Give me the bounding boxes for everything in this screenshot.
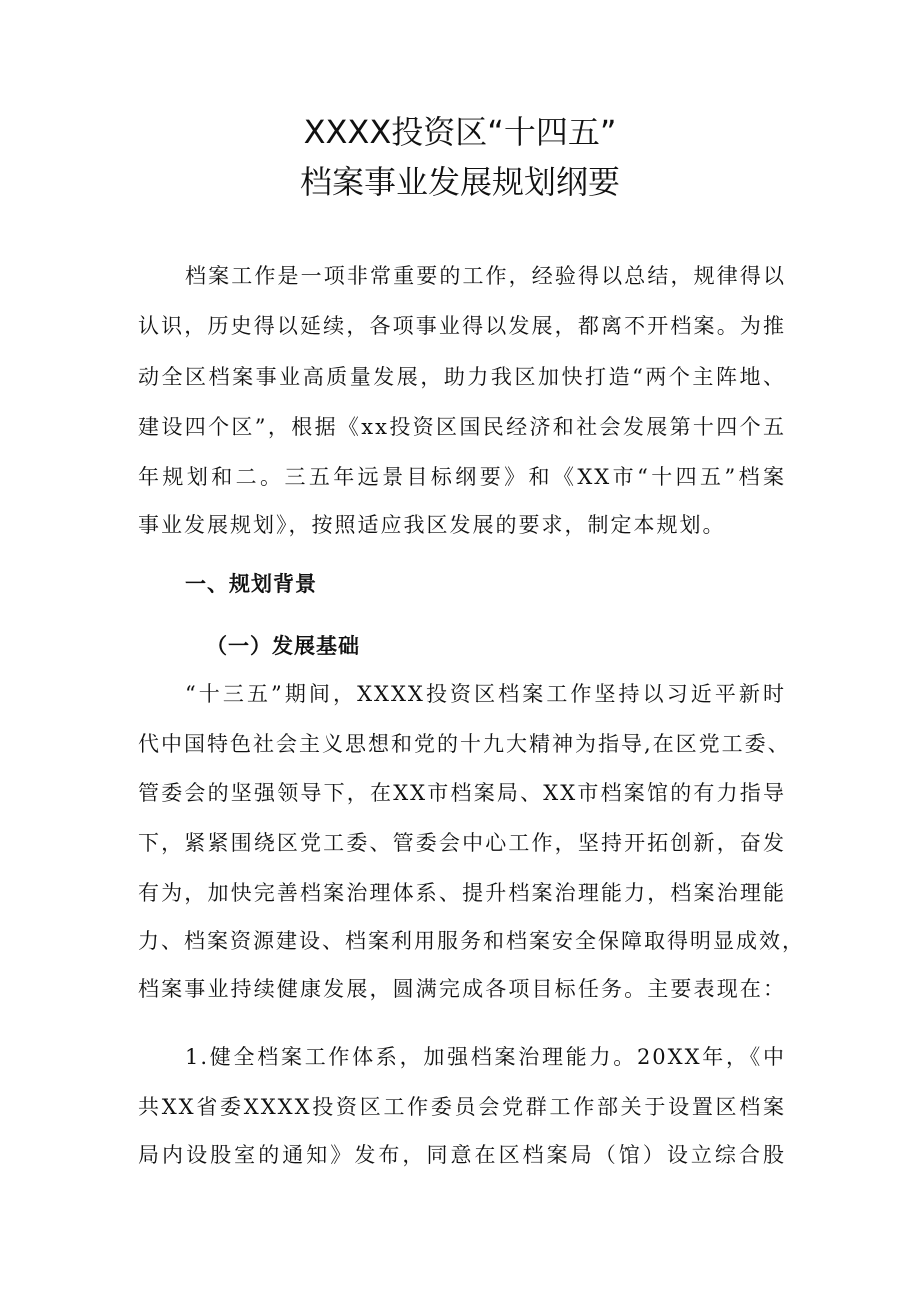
section-heading: 一、规划背景 <box>185 571 317 596</box>
basis-line: 下，紧紧围绕区党工委、管委会中心工作，坚持开拓创新，奋发 <box>138 831 786 855</box>
intro-line: 事业发展规划》，按照适应我区发展的要求，制定本规划。 <box>138 513 726 537</box>
document-title-line1: XXXX投资区“十四五” <box>303 113 617 151</box>
basis-line: 有为，加快完善档案治理体系、提升档案治理能力，档案治理能 <box>138 881 786 905</box>
intro-line: 认识，历史得以延续，各项事业得以发展，都离不开档案。为推 <box>138 314 786 338</box>
item1-line: 共XX省委XXXX投资区工作委员会党群工作部关于设置区档案 <box>138 1095 786 1119</box>
item1-line: 1.健全档案工作体系，加强档案治理能力。20XX年，《中 <box>185 1045 786 1069</box>
basis-line: 管委会的坚强领导下，在XX市档案局、XX市档案馆的有力指导 <box>138 781 786 805</box>
basis-line: 代中国特色社会主义思想和党的十九大精神为指导,在区党工委、 <box>138 732 791 756</box>
intro-line: 年规划和二。三五年远景目标纲要》和《XX市“十四五”档案 <box>138 465 786 489</box>
document-title-line2: 档案事业发展规划纲要 <box>299 163 620 201</box>
intro-line: 建设四个区”，根据《xx投资区国民经济和社会发展第十四个五 <box>138 415 786 439</box>
basis-line: 档案事业持续健康发展，圆满完成各项目标任务。主要表现在： <box>138 977 786 1001</box>
basis-line: 力、档案资源建设、档案利用服务和档案安全保障取得明显成效， <box>138 929 805 953</box>
basis-line: “十三五”期间，XXXX投资区档案工作坚持以习近平新时 <box>185 682 786 706</box>
intro-line: 档案工作是一项非常重要的工作，经验得以总结，规律得以 <box>185 264 786 288</box>
subsection-heading: （一）发展基础 <box>206 633 360 658</box>
item1-line: 局内设股室的通知》发布，同意在区档案局（馆）设立综合股 <box>138 1143 786 1167</box>
intro-line: 动全区档案事业高质量发展，助力我区加快打造“两个主阵地、 <box>138 365 786 389</box>
